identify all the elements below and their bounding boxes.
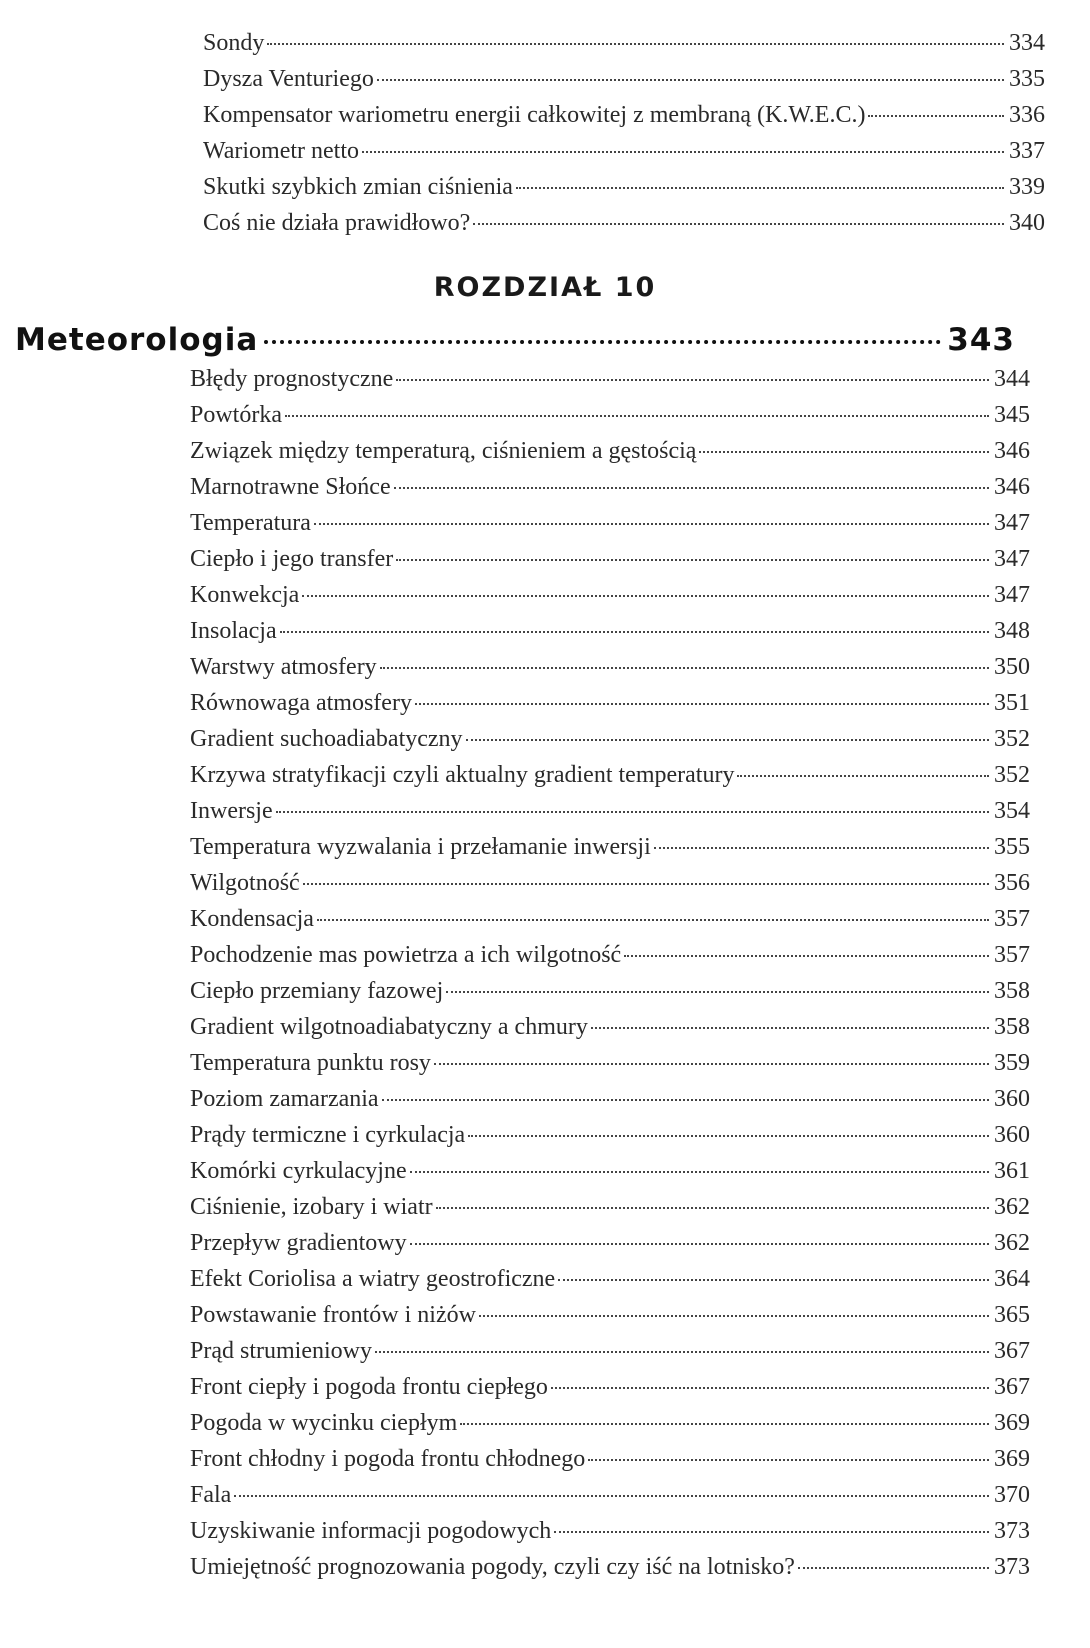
toc-entry-page-number: 356 [994,870,1030,896]
dot-leader [410,1171,989,1173]
toc-entry-title: Równowaga atmosfery [190,690,412,716]
dot-leader [303,883,989,885]
toc-entry[interactable] [190,474,1030,510]
toc-entry-title: Insolacja [190,618,277,644]
toc-entry[interactable] [190,1482,1030,1518]
chapter-title: Meteorologia [15,322,259,358]
toc-entry-title: Warstwy atmosfery [190,654,377,680]
toc-entry[interactable] [190,366,1030,402]
toc-entry-title: Przepływ gradientowy [190,1230,407,1256]
toc-entry[interactable] [190,1014,1030,1050]
dot-leader [264,340,941,344]
toc-entry-page-number: 358 [994,978,1030,1004]
toc-entry-title: Skutki szybkich zmian ciśnienia [203,174,513,200]
toc-previous-chapter-list [203,30,1045,246]
toc-entry[interactable] [190,1194,1030,1230]
toc-entry[interactable] [190,978,1030,1014]
dot-leader [377,79,1004,81]
dot-leader [554,1531,989,1533]
toc-entry[interactable] [190,798,1030,834]
toc-entry[interactable] [203,66,1045,102]
toc-entry-page-number: 364 [994,1266,1030,1292]
dot-leader [267,43,1004,45]
toc-entry-page-number: 360 [994,1122,1030,1148]
toc-entry-title: Efekt Coriolisa a wiatry geostroficzne [190,1266,556,1292]
toc-entry-page-number: 339 [1009,174,1045,200]
chapter-label: ROZDZIAŁ 10 [433,272,657,303]
dot-leader [699,451,989,453]
dot-leader [558,1279,989,1281]
toc-entry-title: Gradient suchoadiabatyczny [190,726,463,752]
toc-entry-page-number: 369 [994,1446,1030,1472]
dot-leader [551,1387,989,1389]
dot-leader [380,667,989,669]
toc-entry-page-number: 344 [994,366,1030,392]
toc-entry[interactable] [203,138,1045,174]
toc-entry-title: Konwekcja [190,582,300,608]
toc-entry[interactable] [190,654,1030,690]
toc-entry-title: Wariometr netto [203,138,360,164]
dot-leader [285,415,989,417]
toc-entry[interactable] [190,546,1030,582]
toc-entry-page-number: 373 [994,1518,1030,1544]
dot-leader [624,955,989,957]
toc-entry[interactable] [190,726,1030,762]
dot-leader [396,559,989,561]
toc-entry-title: Temperatura [190,510,311,536]
dot-leader [460,1423,989,1425]
toc-entry[interactable] [190,510,1030,546]
dot-leader [479,1315,989,1317]
toc-entry-title: Prądy termiczne i cyrkulacja [190,1122,466,1148]
toc-entry-page-number: 359 [994,1050,1030,1076]
toc-entry-page-number: 352 [994,762,1030,788]
dot-leader [276,811,989,813]
dot-leader [394,487,989,489]
toc-entry-page-number: 361 [994,1158,1030,1184]
toc-entry-title: Dysza Venturiego [203,66,374,92]
dot-leader [382,1099,989,1101]
toc-entry-title: Ciepło przemiany fazowej [190,978,444,1004]
toc-entry-page-number: 335 [1009,66,1045,92]
toc-entry-page-number: 336 [1009,102,1045,128]
toc-entry-page-number: 351 [994,690,1030,716]
toc-entry-title: Błędy prognostyczne [190,366,394,392]
dot-leader [591,1027,989,1029]
toc-entry[interactable] [190,1158,1030,1194]
toc-entry[interactable] [190,1230,1030,1266]
toc-entry[interactable] [190,402,1030,438]
toc-entry-title: Gradient wilgotnoadiabatyczny a chmury [190,1014,588,1040]
toc-entry[interactable] [190,1518,1030,1554]
toc-entry[interactable] [190,438,1030,474]
toc-entry-title: Front chłodny i pogoda frontu chłodnego [190,1446,586,1472]
toc-entry[interactable] [203,102,1045,138]
toc-entry[interactable] [190,618,1030,654]
dot-leader [434,1063,989,1065]
toc-entry-page-number: 340 [1009,210,1045,236]
toc-entry-title: Uzyskiwanie informacji pogodowych [190,1518,552,1544]
toc-entry-page-number: 350 [994,654,1030,680]
toc-entry-title: Powtórka [190,402,282,428]
toc-chapter-list [190,366,1030,1590]
toc-entry-page-number: 373 [994,1554,1030,1580]
dot-leader [410,1243,989,1245]
toc-entry[interactable] [203,30,1045,66]
toc-entry-title: Kondensacja [190,906,314,932]
toc-entry-page-number: 360 [994,1086,1030,1112]
toc-entry-page-number: 345 [994,402,1030,428]
toc-entry-title: Inwersje [190,798,273,824]
chapter-title-entry[interactable] [15,322,1015,358]
toc-entry-page-number: 367 [994,1374,1030,1400]
toc-entry[interactable] [190,1338,1030,1374]
toc-entry[interactable] [190,1086,1030,1122]
dot-leader [314,523,989,525]
toc-entry-title: Temperatura wyzwalania i przełamanie inwersji [190,834,651,860]
toc-entry-title: Poziom zamarzania [190,1086,379,1112]
toc-entry[interactable] [190,1050,1030,1086]
toc-entry[interactable] [190,762,1030,798]
toc-entry-title: Związek między temperaturą, ciśnieniem a gęstością [190,438,697,464]
dot-leader [317,919,989,921]
toc-entry-title: Ciepło i jego transfer [190,546,394,572]
dot-leader [798,1567,989,1569]
toc-entry[interactable] [203,210,1045,246]
toc-entry-page-number: 348 [994,618,1030,644]
toc-entry[interactable] [190,834,1030,870]
chapter-page-number: 343 [947,322,1015,358]
toc-entry-title: Kompensator wariometru energii całkowitej z membraną (K.W.E.C.) [203,102,866,128]
toc-entry-page-number: 347 [994,546,1030,572]
toc-entry-page-number: 370 [994,1482,1030,1508]
toc-entry-page-number: 367 [994,1338,1030,1364]
dot-leader [737,775,989,777]
toc-entry-page-number: 357 [994,906,1030,932]
dot-leader [473,223,1004,225]
toc-entry-page-number: 347 [994,510,1030,536]
toc-entry-title: Krzywa stratyfikacji czyli aktualny gradient temperatury [190,762,735,788]
toc-entry-page-number: 365 [994,1302,1030,1328]
toc-entry-page-number: 347 [994,582,1030,608]
dot-leader [516,187,1004,189]
toc-entry-page-number: 362 [994,1194,1030,1220]
toc-entry[interactable] [190,1122,1030,1158]
dot-leader [466,739,989,741]
dot-leader [588,1459,989,1461]
toc-entry-page-number: 352 [994,726,1030,752]
dot-leader [362,151,1004,153]
toc-entry-title: Wilgotność [190,870,300,896]
toc-entry[interactable] [190,1446,1030,1482]
toc-entry[interactable] [190,1266,1030,1302]
toc-entry-page-number: 358 [994,1014,1030,1040]
toc-entry-page-number: 369 [994,1410,1030,1436]
toc-entry[interactable] [190,582,1030,618]
dot-leader [396,379,989,381]
toc-entry[interactable] [190,906,1030,942]
dot-leader [446,991,989,993]
dot-leader [468,1135,989,1137]
dot-leader [436,1207,989,1209]
dot-leader [868,115,1004,117]
dot-leader [234,1495,989,1497]
toc-entry-page-number: 357 [994,942,1030,968]
dot-leader [654,847,989,849]
dot-leader [302,595,989,597]
toc-entry[interactable] [190,690,1030,726]
toc-entry-title: Powstawanie frontów i niżów [190,1302,476,1328]
toc-entry-page-number: 346 [994,474,1030,500]
toc-entry[interactable] [190,870,1030,906]
toc-entry-page-number: 337 [1009,138,1045,164]
toc-entry-title: Komórki cyrkulacyjne [190,1158,407,1184]
toc-entry[interactable] [190,1410,1030,1446]
toc-entry[interactable] [203,174,1045,210]
toc-entry-page-number: 362 [994,1230,1030,1256]
toc-entry[interactable] [190,1554,1030,1590]
toc-entry-page-number: 355 [994,834,1030,860]
toc-entry-title: Pogoda w wycinku ciepłym [190,1410,458,1436]
toc-entry-title: Coś nie działa prawidłowo? [203,210,471,236]
toc-entry-title: Prąd strumieniowy [190,1338,372,1364]
dot-leader [375,1351,989,1353]
toc-entry-title: Sondy [203,30,265,56]
toc-entry-title: Temperatura punktu rosy [190,1050,431,1076]
dot-leader [280,631,989,633]
toc-entry-title: Marnotrawne Słońce [190,474,391,500]
toc-entry-title: Ciśnienie, izobary i wiatr [190,1194,433,1220]
toc-entry[interactable] [190,1302,1030,1338]
toc-entry-page-number: 346 [994,438,1030,464]
dot-leader [415,703,989,705]
toc-entry-title: Umiejętność prognozowania pogody, czyli czy iść na lotnisko? [190,1554,795,1580]
toc-entry-title: Front ciepły i pogoda frontu ciepłego [190,1374,548,1400]
toc-entry-page-number: 354 [994,798,1030,824]
toc-entry-page-number: 334 [1009,30,1045,56]
toc-entry[interactable] [190,1374,1030,1410]
toc-entry-title: Fala [190,1482,232,1508]
toc-entry-title: Pochodzenie mas powietrza a ich wilgotność [190,942,622,968]
toc-entry[interactable] [190,942,1030,978]
